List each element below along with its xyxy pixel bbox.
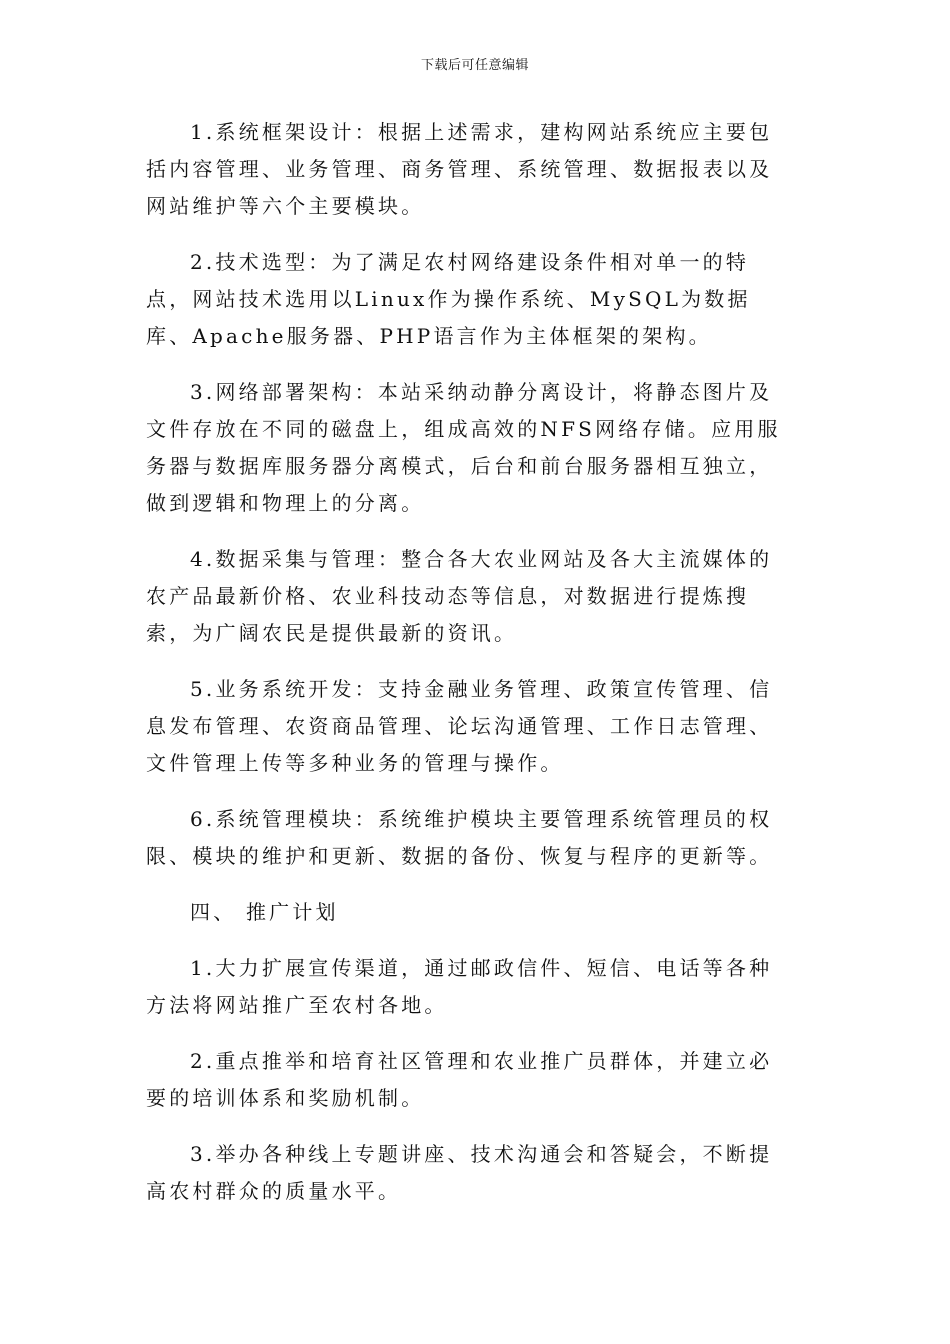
- item-business-system: 5.业务系统开发：支持金融业务管理、政策宣传管理、信息发布管理、农资商品管理、论坛沟通管理、工作日志管理、文件管理上传等多种业务的管理与操作。: [146, 677, 773, 775]
- document-body: [146, 114, 794, 1229]
- item-tech-selection: 2.技术选型：为了满足农村网络建设条件相对单一的特点，网站技术选用以Linux作为操作系统、MySQL为数据库、Apache服务器、PHP语言作为主体框架的架构。: [146, 250, 751, 348]
- item-online-lectures: 3.举办各种线上专题讲座、技术沟通会和答疑会，不断提高农村群众的质量水平。: [146, 1142, 773, 1203]
- item-system-management: 6.系统管理模块：系统维护模块主要管理系统管理员的权限、模块的维护和更新、数据的备份、恢复与程序的更新等。: [146, 807, 773, 868]
- item-system-framework: 1.系统框架设计：根据上述需求，建构网站系统应主要包括内容管理、业务管理、商务管理、系统管理、数据报表以及网站维护等六个主要模块。: [146, 120, 773, 218]
- item-community-cultivation: 2.重点推举和培育社区管理和农业推广员群体，并建立必要的培训体系和奖励机制。: [146, 1049, 773, 1110]
- item-promotion-channels: 1.大力扩展宣传渠道，通过邮政信件、短信、电话等各种方法将网站推广至农村各地。: [146, 956, 773, 1017]
- section-heading-promotion: 四、 推广计划: [190, 900, 339, 924]
- item-network-deployment: 3.网络部署架构：本站采纳动静分离设计，将静态图片及文件存放在不同的磁盘上，组成高效的NFS网络存储。应用服务器与数据库服务器分离模式，后台和前台服务器相互独立，做到逻辑和物理上的分离。: [146, 380, 781, 515]
- header-note: 下载后可任意编辑: [420, 58, 529, 73]
- item-data-collection: 4.数据采集与管理：整合各大农业网站及各大主流媒体的农产品最新价格、农业科技动态等信息，对数据进行提炼搜索，为广阔农民是提供最新的资讯。: [146, 547, 773, 645]
